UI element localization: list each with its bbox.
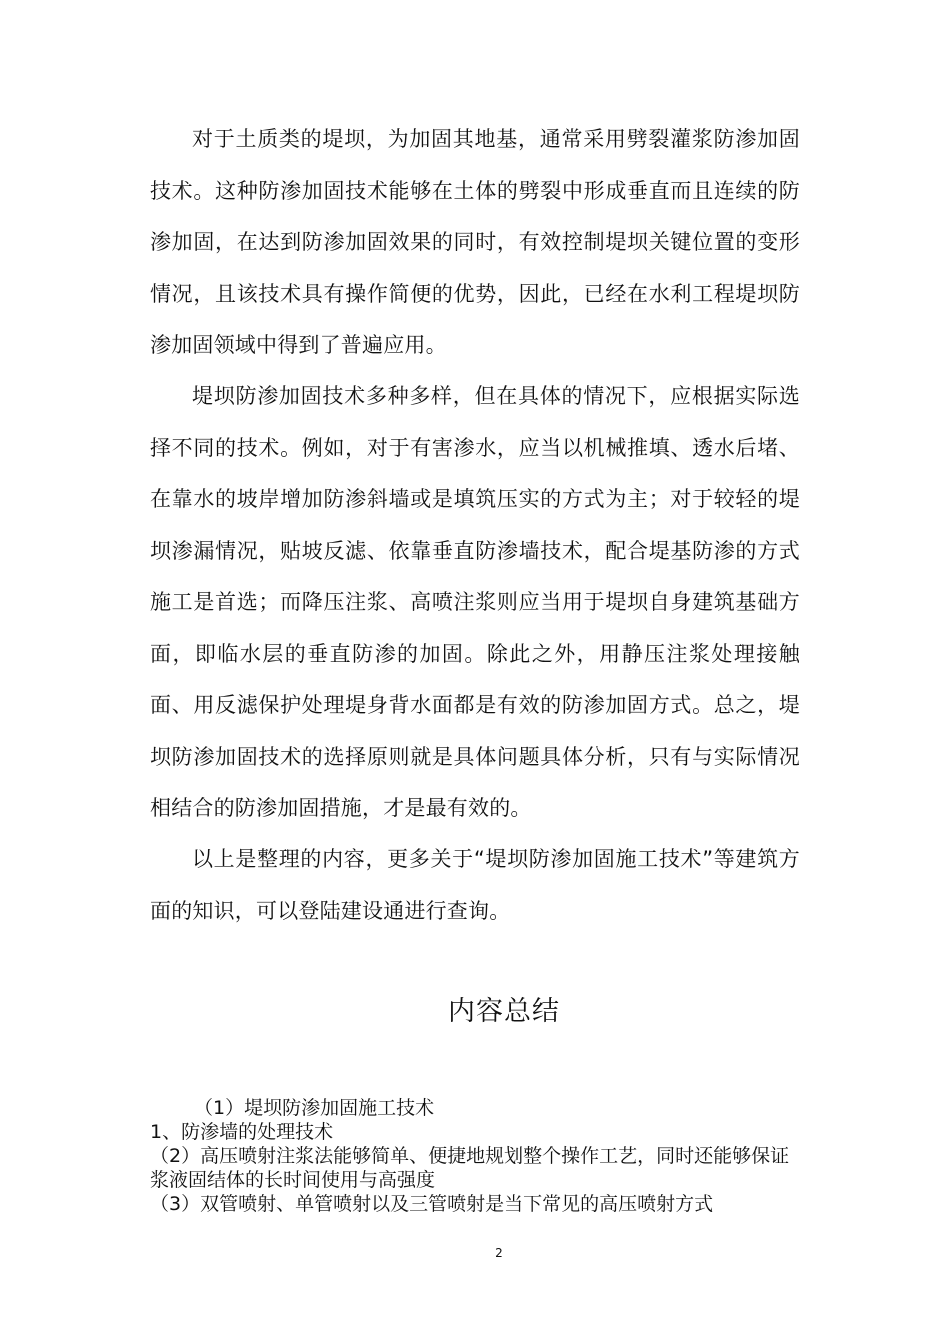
summary-title: 内容总结: [448, 996, 560, 1027]
paragraph-text: 以上是整理的内容，更多关于“堤坝防渗加固施工技术”等建筑方面的知识，可以登陆建设通进行查询。: [150, 847, 800, 923]
body-paragraph-1: [150, 114, 800, 372]
body-paragraph-2: [150, 371, 800, 835]
summary-item-4: （3）双管喷射、单管喷射以及三管喷射是当下常见的高压喷射方式: [150, 1193, 714, 1215]
page-number: 2: [495, 1246, 503, 1260]
paragraph-text: 对于土质类的堤坝，为加固其地基，通常采用劈裂灌浆防渗加固技术。这种防渗加固技术能够在土体的劈裂中形成垂直而且连续的防渗加固，在达到防渗加固效果的同时，有效控制堤坝关键位置的变形情况，且该技术具有操作简便的优势，因此，已经在水利工程堤坝防渗加固领域中得到了普遍应用。: [150, 127, 800, 357]
summary-item-3: （2）高压喷射注浆法能够简单、便捷地规划整个操作工艺，同时还能够保证浆液固结体的长时间使用与高强度: [150, 1145, 790, 1191]
summary-list: [150, 1096, 790, 1216]
summary-item-2: 1、防渗墙的处理技术: [150, 1121, 334, 1143]
paragraph-text: 堤坝防渗加固技术多种多样，但在具体的情况下，应根据实际选择不同的技术。例如，对于有害渗水，应当以机械推填、透水后堵、在靠水的坡岸增加防渗斜墙或是填筑压实的方式为主；对于较轻的堤坝渗漏情况，贴坡反滤、依靠垂直防渗墙技术，配合堤基防渗的方式施工是首选；而降压注浆、高喷注浆则应当用于堤坝自身建筑基础方面，即临水层的垂直防渗的加固。除此之外，用静压注浆处理接触面、用反滤保护处理堤身背水面都是有效的防渗加固方式。总之，堤坝防渗加固技术的选择原则就是具体问题具体分析，只有与实际情况相结合的防渗加固措施，才是最有效的。: [150, 384, 800, 820]
summary-item-1: （1）堤坝防渗加固施工技术: [194, 1097, 435, 1119]
body-paragraph-3: [150, 834, 800, 937]
